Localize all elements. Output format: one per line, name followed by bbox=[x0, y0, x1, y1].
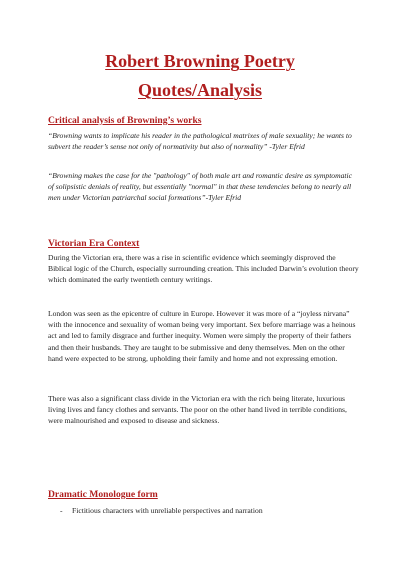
quote-efrid-1: “Browning wants to implicate his reader in the pathological matrixes of male sexuality; he wants to subvert the reader’s sense not only of normativity but also of normality” -Tyler Efrid bbox=[48, 131, 352, 151]
page-title-line-1: Robert Browning Poetry bbox=[105, 51, 295, 71]
paragraph-class-divide: There was also a significant class divide in the Victorian era with the rich being literate, luxurious living lives and fancy clothes and servants. The poor on the other hand lived in terrible conditions, were malnourished and exposed to disease and sickness. bbox=[48, 394, 347, 426]
bullet-text: Fictitious characters with unreliable perspectives and narration bbox=[72, 506, 263, 515]
paragraph-london-culture: London was seen as the epicentre of culture in Europe. However it was more of a “joyless nirvana” with the innocence and sexuality of woman being very important. Sex before marriage was a heinous act and led to family disgrace and further inequity. Women were simply the property of their fathers and then their husbands. They are taught to be submissive and deny themselves. Men on the other hand were expected to be strong, upholding their family and home and not expressing emotion. bbox=[48, 309, 356, 363]
bullet-marker: - bbox=[60, 506, 63, 515]
section-heading-critical-analysis: Critical analysis of Browning’s works bbox=[48, 115, 202, 126]
section-heading-victorian-era: Victorian Era Context bbox=[48, 238, 140, 249]
page-title-line-2: Quotes/Analysis bbox=[137, 80, 263, 100]
list-item bbox=[60, 505, 263, 516]
section-heading-dramatic-monologue: Dramatic Monologue form bbox=[48, 489, 158, 500]
paragraph-scientific-evidence: During the Victorian era, there was a rise in scientific evidence which seemingly disproved the Biblical logic of the Church, especially surrounding creation. This included Darwin’s evolution theory which dominated the early twentieth century writings. bbox=[48, 253, 359, 285]
quote-efrid-2: “Browning makes the case for the "pathology" of both male art and romantic desire as symptomatic of solipsistic denials of reality, but essentially "normal" in that these tendencies belong to nearly all men under Victorian patriarchal social formations”-Tyler Efrid bbox=[48, 171, 352, 202]
